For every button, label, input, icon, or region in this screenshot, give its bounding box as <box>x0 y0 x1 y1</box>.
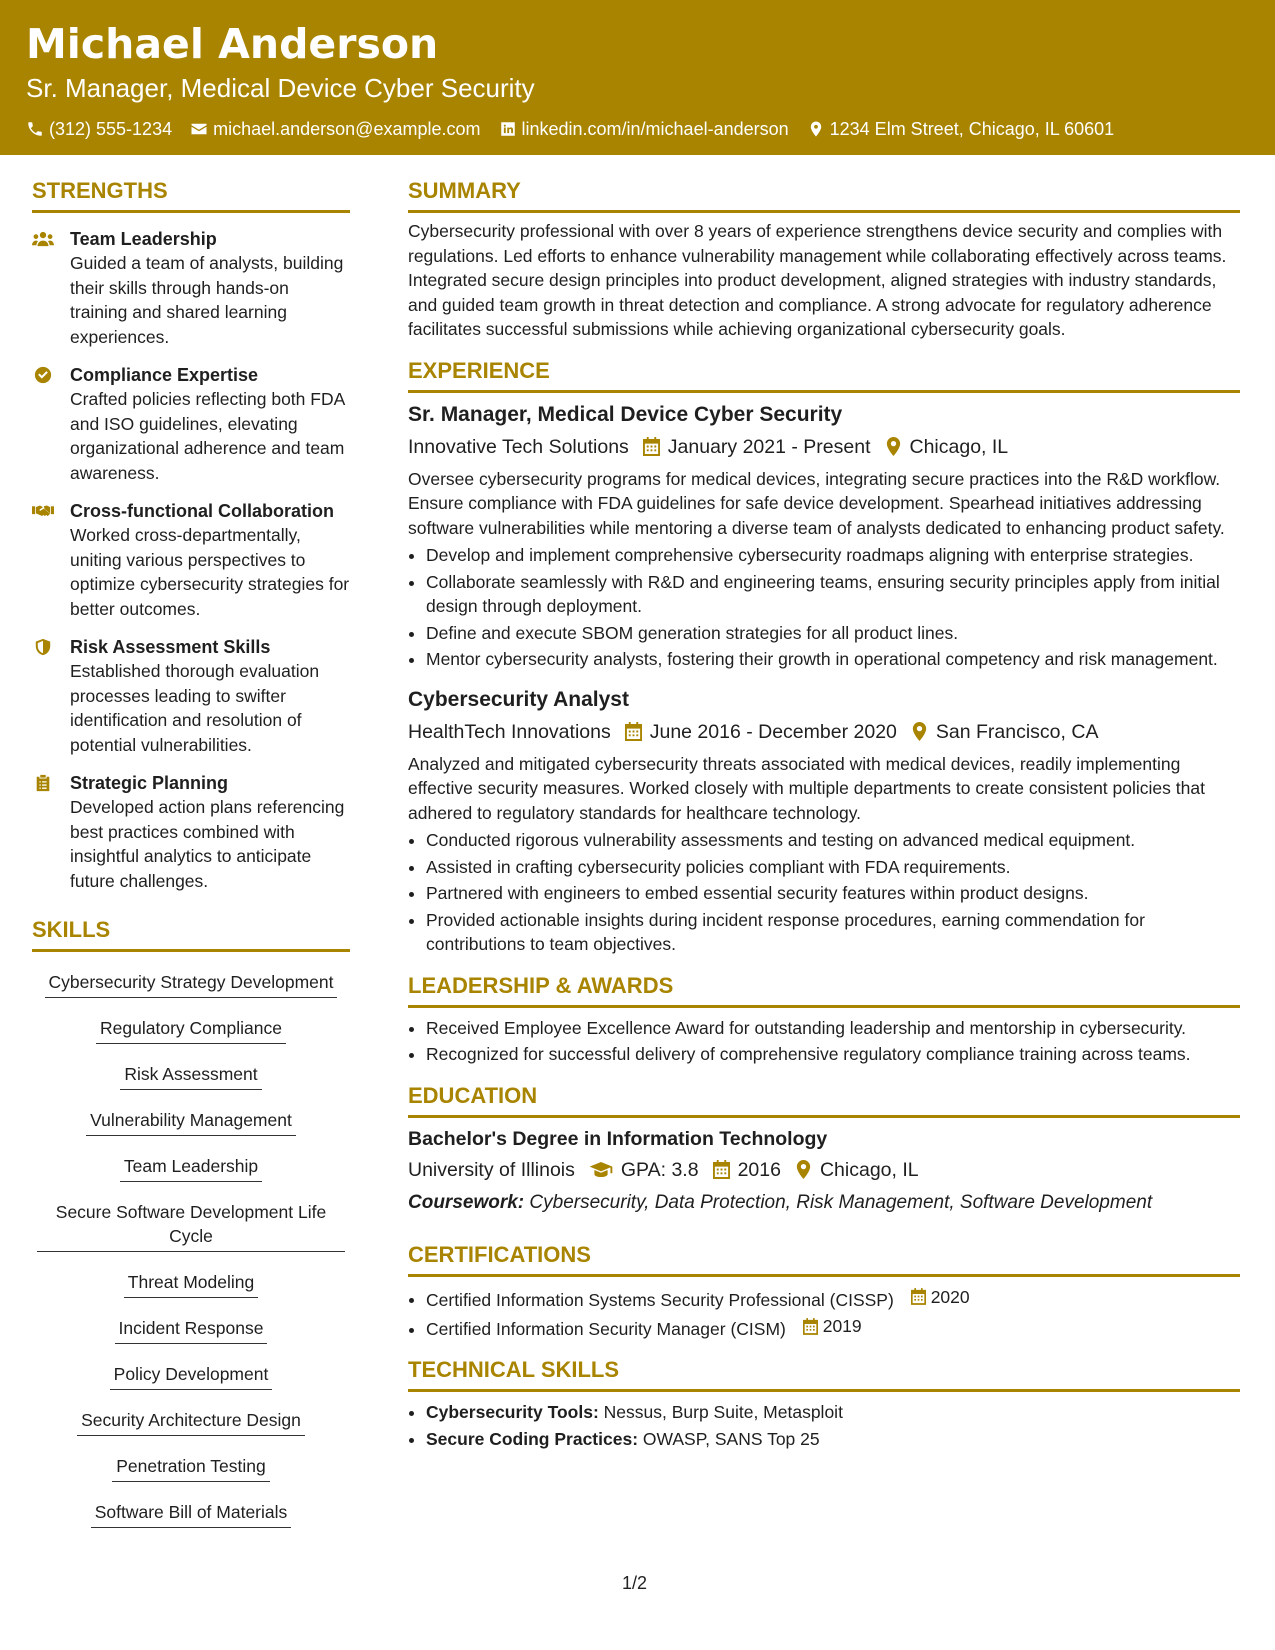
job-dates: January 2021 - Present <box>667 435 871 458</box>
page-number: 1/2 <box>622 1573 648 1593</box>
leadership-heading: LEADERSHIP & AWARDS <box>408 973 1240 1008</box>
job-location: San Francisco, CA <box>935 720 1099 743</box>
phone-text: (312) 555-1234 <box>49 119 173 139</box>
clipboard-icon <box>32 774 54 792</box>
technical-skills-list <box>408 1400 1240 1451</box>
strength-item <box>32 771 350 893</box>
job-bullet: • Conducted rigorous vulnerability assessments and testing on advanced medical equipment. <box>426 828 1240 853</box>
skill-item: Vulnerability Management <box>86 1106 296 1136</box>
leadership-item: • Received Employee Excellence Award for outstanding leadership and mentorship in cybersecurity. <box>426 1016 1240 1041</box>
job-bullet: • Provided actionable insights during incident response procedures, earning commendation for contributions to team objectives. <box>426 908 1240 957</box>
resume-header <box>0 0 1275 155</box>
contact-address <box>807 117 1115 141</box>
leadership-item: • Recognized for successful delivery of comprehensive regulatory compliance training across teams. <box>426 1042 1240 1067</box>
job-bullet: • Develop and implement comprehensive cybersecurity roadmaps aligning with enterprise strategies. <box>426 543 1240 568</box>
education-degree: Bachelor's Degree in Information Technology <box>408 1127 828 1150</box>
calendar-icon <box>625 722 642 741</box>
contact-row <box>26 117 1114 141</box>
technical-skill-label: Secure Coding Practices: <box>426 1428 639 1449</box>
graduation-cap-icon <box>589 1161 613 1178</box>
right-column <box>408 178 1240 1453</box>
map-pin-icon <box>911 722 928 741</box>
calendar-icon <box>803 1318 818 1335</box>
education-school: University of Illinois <box>408 1158 575 1181</box>
technical-skill-item <box>426 1400 1240 1425</box>
check-circle-icon <box>32 366 54 384</box>
candidate-name: Michael Anderson <box>26 20 439 68</box>
email-text: michael.anderson@example.com <box>213 119 481 139</box>
experience-heading: EXPERIENCE <box>408 358 1240 393</box>
coursework-label: Coursework: <box>408 1191 525 1213</box>
certification-item <box>426 1285 1240 1312</box>
job-entry <box>408 401 1240 672</box>
job-bullets <box>408 543 1240 672</box>
skills-heading: SKILLS <box>32 917 350 952</box>
technical-skill-value: OWASP, SANS Top 25 <box>642 1428 820 1449</box>
job-role: Sr. Manager, Medical Device Cyber Security <box>408 402 843 426</box>
technical-skill-item <box>426 1427 1240 1452</box>
job-company: HealthTech Innovations <box>408 720 611 743</box>
education-meta <box>408 1156 1240 1184</box>
job-entry <box>408 686 1240 957</box>
skill-item: Risk Assessment <box>120 1060 261 1090</box>
left-column <box>32 178 350 1528</box>
map-pin-icon <box>885 437 902 456</box>
calendar-icon <box>713 1160 730 1179</box>
skill-item: Threat Modeling <box>124 1268 258 1298</box>
summary-text: Cybersecurity professional with over 8 years of experience strengthens device security and complies with regulations. Led efforts to enhance vulnerability management while collaborating effectively across teams. Integrated secure design principles into product development, aligned strategies with industry standards, and guided team growth in threat detection and compliance. A strong advocate for regulatory adherence facilitates successful submissions while achieving organizational cybersecurity goals. <box>408 221 1227 339</box>
certifications-heading: CERTIFICATIONS <box>408 1242 1240 1277</box>
shield-icon <box>32 638 54 656</box>
contact-phone[interactable] <box>26 117 172 141</box>
certification-name: Certified Information Security Manager (CISM) <box>426 1318 786 1339</box>
job-description: Analyzed and mitigated cybersecurity threats associated with medical devices, readily implementing effective security measures. Worked closely with multiple departments to create consistent policies that adhered to regulatory standards for healthcare technology. <box>408 753 1205 823</box>
certification-year: 2019 <box>822 1315 862 1336</box>
technical-skill-value: Nessus, Burp Suite, Metasploit <box>603 1402 843 1422</box>
job-description: Oversee cybersecurity programs for medical devices, integrating secure practices into the R&D workflow. Ensure compliance with FDA guidelines for safe device development. Spearhead initiatives addressing software vulnerabilities while mentoring a diverse team of analysts dedicated to enhancing product safety. <box>408 468 1225 538</box>
certification-item <box>426 1314 1240 1341</box>
calendar-icon <box>643 437 660 456</box>
coursework-text: Cybersecurity, Data Protection, Risk Management, Software Development <box>529 1191 1153 1213</box>
skill-item: Incident Response <box>115 1314 268 1344</box>
skill-item: Policy Development <box>110 1360 273 1390</box>
education-gpa: GPA: 3.8 <box>620 1158 699 1181</box>
linkedin-text: linkedin.com/in/michael-anderson <box>521 119 789 139</box>
contact-email[interactable] <box>190 117 480 141</box>
education-heading: EDUCATION <box>408 1083 1240 1118</box>
strength-desc: Guided a team of analysts, building their skills through hands-on training and shared learning experiences. <box>70 253 344 347</box>
technical-skill-label: Cybersecurity Tools: <box>426 1402 599 1422</box>
education-location: Chicago, IL <box>819 1158 919 1181</box>
strength-title: Team Leadership <box>70 229 217 249</box>
strength-desc: Developed action plans referencing best practices combined with insightful analytics to anticipate future challenges. <box>70 797 345 891</box>
strength-title: Compliance Expertise <box>70 365 259 385</box>
skill-item: Penetration Testing <box>112 1452 270 1482</box>
strength-title: Cross-functional Collaboration <box>70 501 335 521</box>
education-year: 2016 <box>737 1158 781 1181</box>
job-meta <box>408 718 1240 746</box>
linkedin-icon <box>499 120 517 138</box>
contact-linkedin[interactable] <box>499 117 789 141</box>
users-icon <box>32 230 54 248</box>
map-pin-icon <box>795 1160 812 1179</box>
strength-desc: Established thorough evaluation processes leading to swifter identification and resolution of potential vulnerabilities. <box>70 661 320 755</box>
skill-item: Cybersecurity Strategy Development <box>45 968 338 998</box>
technical-skills-heading: TECHNICAL SKILLS <box>408 1357 1240 1392</box>
certifications-list <box>408 1285 1240 1342</box>
job-bullet: • Define and execute SBOM generation strategies for all product lines. <box>426 621 1240 646</box>
strengths-heading: STRENGTHS <box>32 178 350 213</box>
strength-item <box>32 499 350 621</box>
leadership-list <box>408 1016 1240 1067</box>
skill-item: Team Leadership <box>120 1152 262 1182</box>
job-bullets <box>408 828 1240 957</box>
calendar-icon <box>911 1288 926 1305</box>
strength-item <box>32 363 350 485</box>
map-pin-icon <box>807 120 825 138</box>
handshake-icon <box>32 502 54 520</box>
strength-item <box>32 227 350 349</box>
strength-title: Strategic Planning <box>70 773 229 793</box>
certification-name: Certified Information Systems Security Professional (CISSP) <box>426 1289 894 1310</box>
job-location: Chicago, IL <box>909 435 1009 458</box>
strength-title: Risk Assessment Skills <box>70 637 271 657</box>
skills-list <box>32 960 350 1528</box>
job-dates: June 2016 - December 2020 <box>649 720 897 743</box>
strength-desc: Worked cross-departmentally, uniting various perspectives to optimize cybersecurity strategies for better outcomes. <box>70 525 350 619</box>
skill-item: Regulatory Compliance <box>96 1014 286 1044</box>
job-bullet: • Mentor cybersecurity analysts, fostering their growth in operational competency and risk management. <box>426 647 1240 672</box>
candidate-title: Sr. Manager, Medical Device Cyber Security <box>26 73 535 103</box>
education-coursework <box>408 1190 1240 1216</box>
certification-year: 2020 <box>930 1286 970 1307</box>
phone-icon <box>26 120 44 138</box>
job-company: Innovative Tech Solutions <box>408 435 629 458</box>
job-role: Cybersecurity Analyst <box>408 687 629 711</box>
address-text: 1234 Elm Street, Chicago, IL 60601 <box>829 119 1115 139</box>
job-meta <box>408 433 1240 461</box>
skill-item: Software Bill of Materials <box>91 1498 292 1528</box>
envelope-icon <box>190 120 208 138</box>
job-bullet: • Assisted in crafting cybersecurity policies compliant with FDA requirements. <box>426 855 1240 880</box>
strength-item <box>32 635 350 757</box>
strength-desc: Crafted policies reflecting both FDA and ISO guidelines, elevating organizational adherence and team awareness. <box>70 389 345 483</box>
job-bullet: • Partnered with engineers to embed essential security features within product designs. <box>426 881 1240 906</box>
job-bullet: • Collaborate seamlessly with R&D and engineering teams, ensuring security principles apply from initial design through deployment. <box>426 570 1240 619</box>
summary-heading: SUMMARY <box>408 178 1240 213</box>
skill-item: Security Architecture Design <box>77 1406 305 1436</box>
skill-item: Secure Software Development Life Cycle <box>37 1198 345 1252</box>
